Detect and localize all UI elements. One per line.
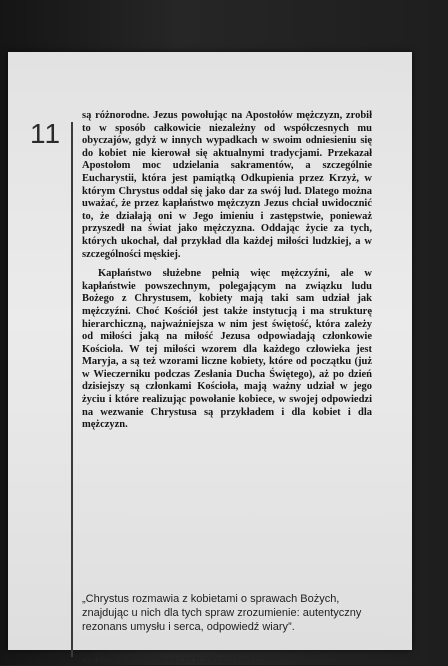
section-caption: 15. POWIERNICE EWANGELICZNEGO ORĘDZIA (82, 656, 275, 665)
paragraph-2: Kapłaństwo służebne pełnią więc mężczyźni, ale w kapłaństwie powszechnym, polegającym na związku ludu Bożego z Chrystusem, kobiety mają taki sam udział jak mężczyźni. Choć Kościół jest także instytucją i ma strukturę hierarchiczną, najważniejsza w nim jest świętość, która zależy od miłości jaką na miłość Jezusa odpowiadają członkowie Kościoła. W tej miłości wzorem dla każdego człowieka jest Maryja, a są też wzorami liczne kobiety, które od początku (już w Wieczerniku podczas Zesłania Ducha Świętego), aż po dzień dzisiejszy są członkami Kościoła, mają ważny udział w jego życiu i które realizując powołanie kobiece, w swojej odpowiedzi na wezwanie Chrystusa są przykładem i dla kobiet i dla mężczyzn. (82, 268, 372, 431)
body-text (82, 110, 372, 432)
margin-rule (71, 122, 73, 657)
quote-text: „Chrystus rozmawia z kobietami o sprawach Bożych, znajdując u nich dla tych spraw zrozumienie: autentyczny rezonans umysłu i serca, odpowiedź wiary”. (82, 593, 362, 633)
paragraph-1: są różnorodne. Jezus powołując na Apostołów mężczyzn, zrobił to w sposób całkowicie niezależny od współczesnych mu obyczajów, gdyż w innych wypadkach w swoim odniesieniu się do kobiet nie kierował się aktualnymi tradycjami. Przekazał Apostołom moc udzielania sakramentów, a szczególnie Eucharystii, która jest pamiątką Odkupienia przez Krzyż, w którym Chrystus oddał się jako dar za swój lud. Dlatego można uważać, że przez kapłaństwo mężczyzn Jezus chciał uwidocznić to, że działają oni w Jego imieniu i zastępstwie, ponieważ przyszedł na świat jako mężczyzna. Oddając życie za tych, których ukochał, dał przykład dla każdej miłości ludzkiej, a w szczególności męskiej. (82, 110, 372, 260)
page-number: 11 (30, 118, 62, 149)
book-page (8, 52, 412, 665)
